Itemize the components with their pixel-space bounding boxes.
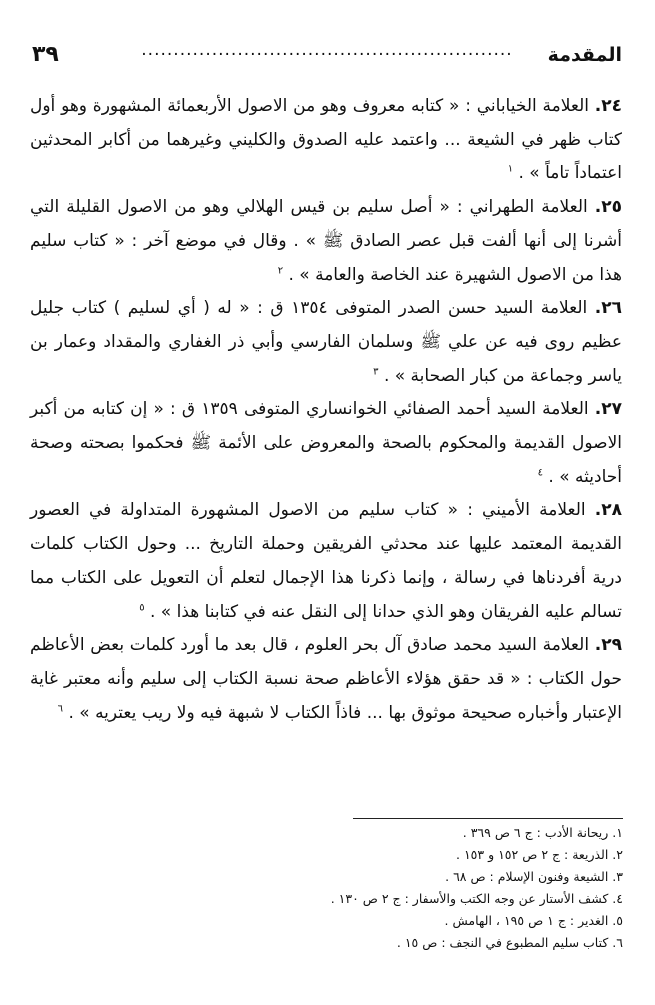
entry-text: العلامة الأميني : « كتاب سليم من الاصول المشهورة المتداولة في العصور القديمة المعتمد عليها عند محدثي الفريقين وحملة التاريخ ... وحول الكتاب كلمات درية أفردناها في رسالة ، وإنما ذكرنا هذا الإجمال لتعلم أن التعويل على الكتاب مما تسالم عليه الفريقان وهو الذي حدانا إلى النقل عنه في كتابنا هذا » . [30, 500, 622, 622]
footnote-separator [353, 818, 623, 819]
entry-number: ٢٥. [594, 197, 622, 218]
footnote-item: ٣. الشيعة وفنون الإسلام : ص ٦٨ . [445, 869, 623, 884]
footnote-ref: ٦ [57, 703, 64, 714]
footnote-item: ٦. كتاب سليم المطبوع في النجف : ص ١٥ . [396, 935, 623, 950]
footnote-ref: ٤ [537, 467, 544, 479]
footnote-item: ١. ريحانة الأدب : ج ٦ ص ٣٦٩ . [462, 825, 623, 840]
entry-number: ٢٩. [594, 635, 622, 656]
entry-text: العلامة السيد محمد صادق آل بحر العلوم ، قال بعد ما أورد كلمات بعض الأعاظم حول الكتاب : « قد حقق هؤلاء الأعاظم صحة نسبة الكتاب إلى سليم وأنه معتبر غاية الإعتبار وأخباره صحيحة موثوق بها ... فاذاً الكتاب لا شبهة فيه ولا ريب يعتريه » . [30, 635, 622, 723]
footnote-item: ٥. الغدير : ج ١ ص ١٩٥ ، الهامش . [444, 913, 623, 928]
entry-text: العلامة الخياباني : « كتابه معروف وهو من الاصول الأربعمائة المشهورة وهو أول كتاب ظهر في الشيعة ... واعتمد عليه الصدوق والكليني وغيرهما من أكابر المحدثين اعتماداً تاماً » . [30, 96, 622, 184]
page-number: ٣٩ [32, 42, 59, 67]
entry-text: العلامة السيد حسن الصدر المتوفى ١٣٥٤ ق : « له ( أي لسليم ) كتاب جليل عظيم روى فيه عن علي ﷺ وسلمان الفارسي وأبي ذر الغفاري والمقداد وعمار بن ياسر وجماعة من كبار الصحابة » . [30, 298, 622, 386]
header-leader-dots: .......................................................... [141, 40, 513, 60]
body-text [30, 90, 622, 730]
header-title: المقدمة [547, 44, 622, 66]
entry-number: ٢٦. [594, 298, 622, 319]
entry-27 [30, 393, 622, 494]
entry-number: ٢٤. [594, 96, 622, 116]
footnote-ref: ٢ [277, 264, 284, 276]
entry-24 [30, 90, 622, 191]
entry-number: ٢٧. [594, 399, 622, 420]
entry-28 [30, 494, 622, 629]
footnote-ref: ١ [507, 163, 514, 175]
footnote-ref: ٣ [373, 365, 379, 377]
entry-text: العلامة الطهراني : « أصل سليم بن قيس الهلالي وهو من الاصول القليلة التي أشرنا إلى أنها ألفت قبل عصر الصادق ﷺ » . وقال في موضع آخر : « كتاب سليم هذا من الاصول الشهيرة عند الخاصة والعامة » . [30, 197, 622, 285]
entry-29 [30, 629, 622, 730]
entry-number: ٢٨. [594, 500, 622, 521]
entry-text: العلامة السيد أحمد الصفائي الخوانساري المتوفى ١٣٥٩ ق : « إن كتابه من أكبر الاصول القديمة والمحكوم بالصحة والمعروض على الأئمة ﷺ فحكموا بصحته وصحة أحاديثه » . [30, 399, 622, 487]
footnote-ref: ٥ [139, 601, 145, 613]
page-header [32, 40, 622, 74]
footnote-item: ٤. كشف الأستار عن وجه الكتب والأسفار : ج ٢ ص ١٣٠ . [330, 891, 623, 906]
entry-25 [30, 191, 622, 292]
entry-26 [30, 292, 622, 393]
footnotes [203, 822, 623, 954]
footnote-item: ٢. الذريعة : ج ٢ ص ١٥٢ و ١٥٣ . [456, 847, 623, 862]
